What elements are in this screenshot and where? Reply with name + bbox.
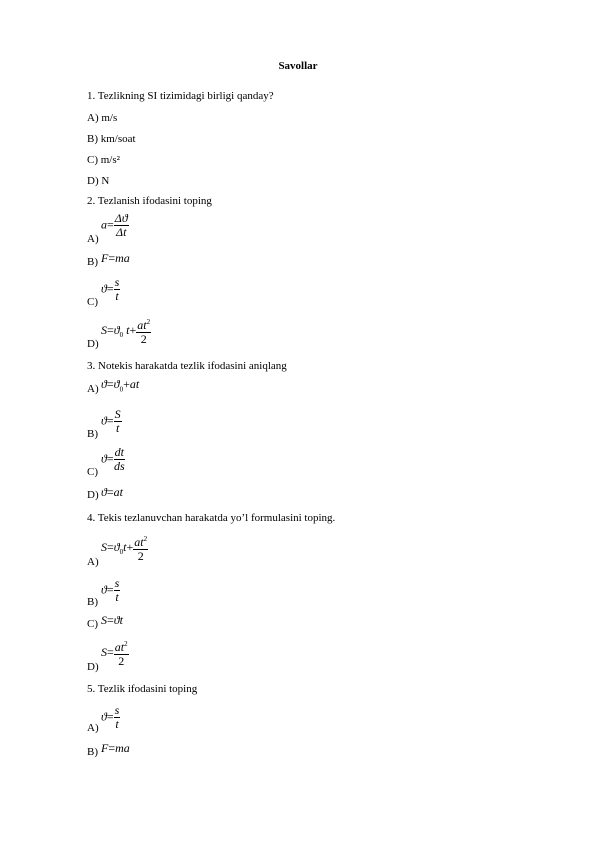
q3-option-d-label: D) [87,489,99,501]
q1-option-c: C) m/s² [87,154,120,166]
q4-formula-c: S=ϑt [101,613,124,627]
q3-option-b-label: B) [87,428,98,440]
q5-formula-b: F=ma [101,741,130,755]
q4-formula-d: S= $\frac{at^2}{2}$ [101,640,128,668]
question-3: 3. Notekis harakatda tezlik ifodasini aniqlang [87,360,287,372]
q1-option-d: D) N [87,175,110,187]
q2-formula-a: a= $\frac{\Delta ϑ}{\Delta t}$ [101,211,128,239]
q3-formula-d: ϑ=at [101,485,124,499]
q2-formula-d: $S=ϑ_0$ t+ $\frac{at^2}{2}$ [101,318,151,346]
page-title: Savollar [278,60,318,72]
q2-option-b-label: B) [87,256,98,268]
q4-option-b-label: B) [87,596,98,608]
q3-formula-b: ϑ= $\frac{S}{t}$ [101,407,121,435]
q3-option-c-label: C) [87,466,98,478]
q4-formula-b: ϑ= $\frac{s}{t}$ [101,576,120,604]
q4-option-d-label: D) [87,661,99,673]
q4-option-c-label: C) [87,618,98,630]
q2-option-c-label: C) [87,296,98,308]
q2-formula-c: ϑ= $\frac{s}{t}$ [101,275,120,303]
q3-formula-a: $ϑ=ϑ_0+at$ [101,377,140,394]
q3-formula-c: ϑ= $\frac{dt}{ds}$ [101,445,125,473]
q1-option-a: A) m/s [87,112,118,124]
q5-option-b-label: B) [87,746,98,758]
q3-option-a-label: A) [87,383,99,395]
question-5: 5. Tezlik ifodasini toping [87,683,198,695]
q5-option-a-label: A) [87,722,99,734]
q2-formula-b: F=ma [101,251,130,265]
q1-option-b: B) km/soat [87,133,136,145]
question-4: 4. Tekis tezlanuvchan harakatda yo’l formulasini toping. [87,512,336,524]
question-2: 2. Tezlanish ifodasini toping [87,195,212,207]
question-1: 1. Tezlikning SI tizimidagi birligi qanday? [87,90,274,102]
q4-formula-a: $S=ϑ_0t+$ $\frac{at^2}{2}$ [101,535,148,563]
q4-option-a-label: A) [87,556,99,568]
q5-formula-a: ϑ= $\frac{s}{t}$ [101,703,120,731]
q2-option-a-label: A) [87,233,99,245]
q2-option-d-label: D) [87,338,99,350]
